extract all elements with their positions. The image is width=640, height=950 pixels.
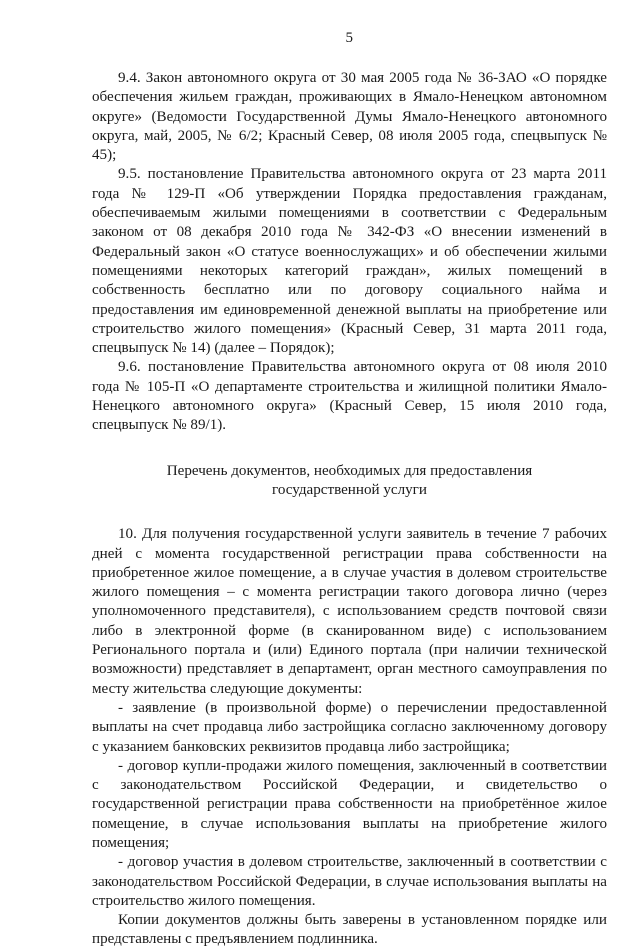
section-heading [92,462,607,501]
section-heading-line-1: Перечень документов, необходимых для предоставления [166,462,533,479]
section-heading-line-2: государственной услуги [272,481,427,498]
paragraph-copies-certification: Копии документов должны быть заверены в установленном порядке или представлены с предъявлением подлинника. [92,912,607,948]
list-item-application: - заявление (в произвольной форме) о перечислении предоставленной выплаты на счет продавца либо застройщика согласно заключенному договору с указанием банковских реквизитов продавца либо застройщика; [92,699,607,755]
paragraph-10: 10. Для получения государственной услуги заявитель в течение 7 рабочих дней с момента государственной регистрации права собственности на приобретенное жилое помещение, а в случае участия в долевом строительстве жилого помещения – с момента регистрации такого договора лично (через уполномоченного представителя), с использованием средств почтовой связи либо в электронной форме (в сканированном виде) с использованием Регионального портала и (или) Единого портала (при наличии технической возможности) представляет в департамент, орган местного самоуправления по месту жительства следующие документы: [92,526,607,697]
list-item-shared-construction-contract: - договор участия в долевом строительстве, заключенный в соответствии с законодательством Российской Федерации, в случае использования выплаты на строительство жилого помещения. [92,854,607,909]
list-item-purchase-contract: - договор купли-продажи жилого помещения, заключенный в соответствии с законодательством Российской Федерации, и свидетельство о государственной регистрации права собственности на приобретённое жилое помещение, в случае использования выплаты на приобретение жилого помещения; [92,757,607,851]
document-page [92,30,607,950]
page-number: 5 [345,30,354,46]
paragraph-9-6: 9.6. постановление Правительства автономного округа от 08 июля 2010 года № 105-П «О департаменте строительства и жилищной политики Ямало-Ненецкого автономного округа» (Красный Север, 15 июля 2010 года, спецвыпуск № 89/1). [92,359,607,434]
paragraph-9-4: 9.4. Закон автономного округа от 30 мая 2005 года № 36-ЗАО «О порядке обеспечения жильем граждан, проживающих в Ямало-Ненецком автономном округе» (Ведомости Государственной Думы Ямало-Ненецкого автономного округа, май, 2005, № 6/2; Красный Север, 08 июля 2005 года, спецвыпуск № 45); [92,70,607,164]
paragraph-9-5: 9.5. постановление Правительства автономного округа от 23 марта 2011 года № 129-П «Об утверждении Порядка предоставления гражданам, обеспечиваемым жилыми помещениями в соответствии с Федеральным законом от 08 декабря 2010 года № 342-ФЗ «О внесении изменений в Федеральный закон «О статусе военнослужащих» и об обеспечении жилыми помещениями некоторых категорий граждан», жилых помещений в собственность бесплатно или по договору социального найма и предоставления им единовременной денежной выплаты на приобретение или строительство жилого помещения» (Красный Север, 31 марта 2011 года, спецвыпуск № 14) (далее – Порядок); [92,166,607,357]
